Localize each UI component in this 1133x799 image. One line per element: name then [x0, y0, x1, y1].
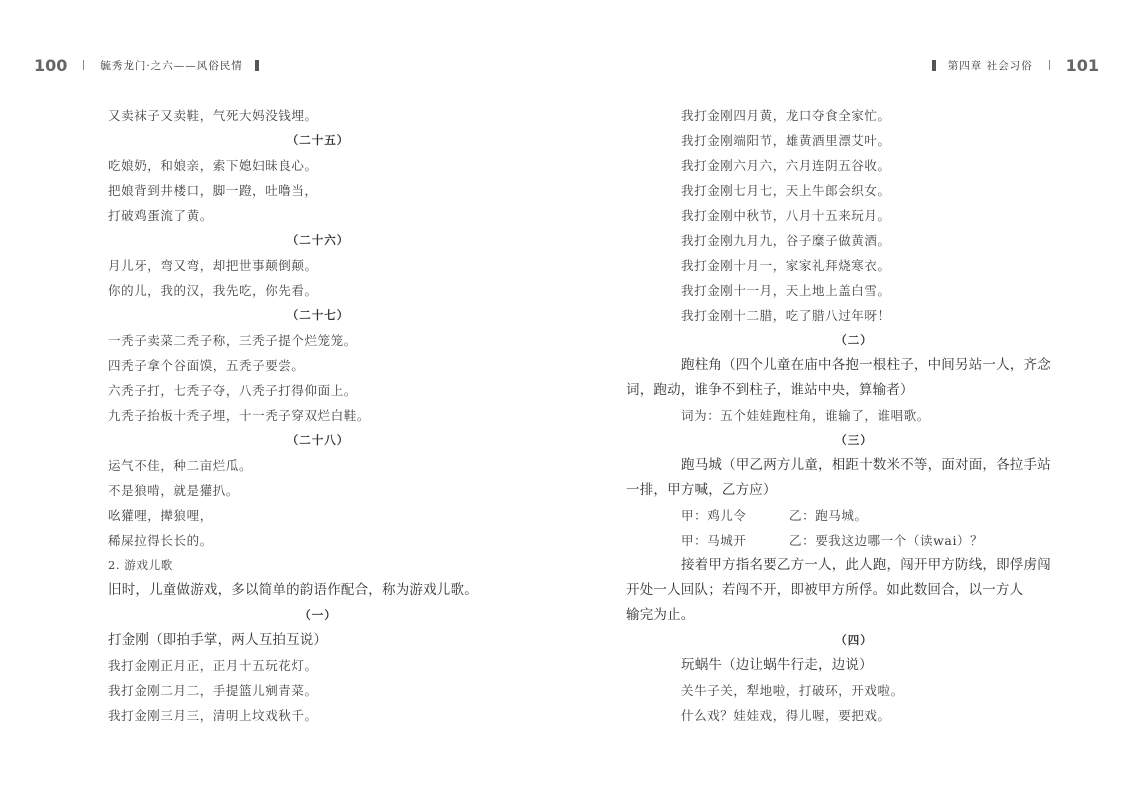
text-line: 我打金刚十一月，天上地上盖白雪。 [681, 283, 891, 298]
verse-number-heading: （一） [299, 608, 337, 622]
text-line: 月儿牙，弯又弯，却把世事颠倒颠。 [108, 258, 318, 273]
paragraph-line: 跑柱角（四个儿童在庙中各抱一根柱子，中间另站一人，齐念 [681, 357, 1051, 373]
text-line: 你的儿，我的汉，我先吃，你先看。 [108, 283, 318, 298]
header-bar-mark [932, 60, 936, 71]
text-line: 我打金刚正月正，正月十五玩花灯。 [108, 658, 318, 673]
header-bar-mark [255, 60, 259, 71]
right-running-header [920, 54, 1099, 76]
verse-number-heading: （二十七） [286, 308, 350, 322]
verse-number-heading: （四） [835, 633, 873, 647]
right-page-number: 101 [1065, 55, 1099, 75]
game-title-line: 打金刚（即拍手掌，两人互拍互说） [108, 632, 328, 648]
text-line: 我打金刚四月黄，龙口夺食全家忙。 [681, 108, 891, 123]
response-text: 乙：跑马城。 [789, 508, 868, 523]
section-heading: 2. 游戏儿歌 [108, 558, 173, 572]
call-response-line [654, 503, 1054, 528]
verse-number-heading: （二） [835, 333, 873, 347]
right-page [566, 0, 1133, 799]
text-line: 关牛子关，犁地啦，打破环，开戏啦。 [681, 683, 904, 698]
text-line: 我打金刚二月二，手提篮儿剜青菜。 [108, 683, 318, 698]
call-text: 甲：鸡儿令 [681, 508, 747, 523]
verse-number-heading: （二十八） [286, 433, 350, 447]
paragraph-line: 开处一人回队；若闯不开，即被甲方所俘。如此数回合，以一方人 [626, 582, 1024, 598]
text-line: 什么戏？娃娃戏，得儿喔，要把戏。 [681, 708, 891, 723]
text-line: 我打金刚九月九，谷子糜子做黄酒。 [681, 233, 891, 248]
text-line: 我打金刚六月六，六月连阴五谷收。 [681, 158, 891, 173]
paragraph-line: 词，跑动，谁争不到柱子，谁站中央，算输者） [626, 382, 914, 398]
text-line: 我打金刚十二腊，吃了腊八过年呀！ [681, 308, 891, 323]
paragraph-line: 接着甲方指名要乙方一人，此人跑，闯开甲方防线，即俘虏闯 [681, 557, 1051, 573]
paragraph-line: 旧时，儿童做游戏，多以简单的韵语作配合，称为游戏儿歌。 [108, 582, 478, 598]
header-separator [83, 60, 84, 70]
right-running-title: 第四章 社会习俗 [947, 59, 1033, 72]
text-line: 四秃子拿个谷面馍，五秃子要尝。 [108, 358, 305, 373]
text-line: 我打金刚七月七，天上牛郎会织女。 [681, 183, 891, 198]
game-title-line: 玩蜗牛（边让蜗牛行走，边说） [681, 657, 873, 673]
response-text: 乙：要我这边哪一个（读wai）？ [789, 533, 984, 548]
text-line: 我打金刚三月三，清明上坟戏秋千。 [108, 708, 318, 723]
text-line: 吆獾哩，撵狼哩， [108, 508, 213, 523]
call-response-line [654, 528, 1054, 553]
paragraph-line: 一排，甲方喊，乙方应） [626, 482, 777, 498]
left-page-body [108, 103, 528, 728]
text-line: 六秃子打，七秃子夺，八秃子打得仰面上。 [108, 383, 357, 398]
call-text: 甲：马城开 [681, 533, 747, 548]
text-line: 我打金刚中秋节，八月十五来玩月。 [681, 208, 891, 223]
text-line: 词为：五个娃娃跑柱角，谁输了，谁唱歌。 [681, 408, 930, 423]
text-line: 九秃子抬板十秃子埋，十一秃子穿双烂白鞋。 [108, 408, 371, 423]
paragraph-line: 输完为止。 [626, 607, 695, 623]
left-page-number: 100 [34, 55, 68, 75]
verse-number-heading: （二十六） [286, 233, 350, 247]
paragraph-line: 跑马城（甲乙两方儿童，相距十数米不等，面对面，各拉手站 [681, 457, 1051, 473]
text-line: 稀屎拉得长长的。 [108, 533, 213, 548]
text-line: 我打金刚十月一，家家礼拜烧寒衣。 [681, 258, 891, 273]
text-line: 又卖袜子又卖鞋，气死大妈没钱埋。 [108, 108, 318, 123]
left-page [0, 0, 566, 799]
text-line: 我打金刚端阳节，雄黄酒里漂艾叶。 [681, 133, 891, 148]
text-line: 不是狼啃，就是獾扒。 [108, 483, 240, 498]
header-separator [1049, 60, 1050, 70]
verse-number-heading: （三） [835, 433, 873, 447]
left-running-title: 毓秀龙门·之六——风俗民情 [100, 59, 243, 72]
text-line: 把娘背到井楼口，脚一蹬，吐噜当， [108, 183, 318, 198]
text-line: 打破鸡蛋流了黄。 [108, 208, 213, 223]
right-page-body [626, 103, 1054, 728]
text-line: 吃娘奶，和娘亲，索下媳妇昧良心。 [108, 158, 318, 173]
text-line: 运气不佳，种二亩烂瓜。 [108, 458, 253, 473]
text-line: 一秃子卖菜二秃子称，三秃子提个烂笼笼。 [108, 333, 357, 348]
left-running-header [34, 54, 271, 76]
verse-number-heading: （二十五） [286, 133, 350, 147]
